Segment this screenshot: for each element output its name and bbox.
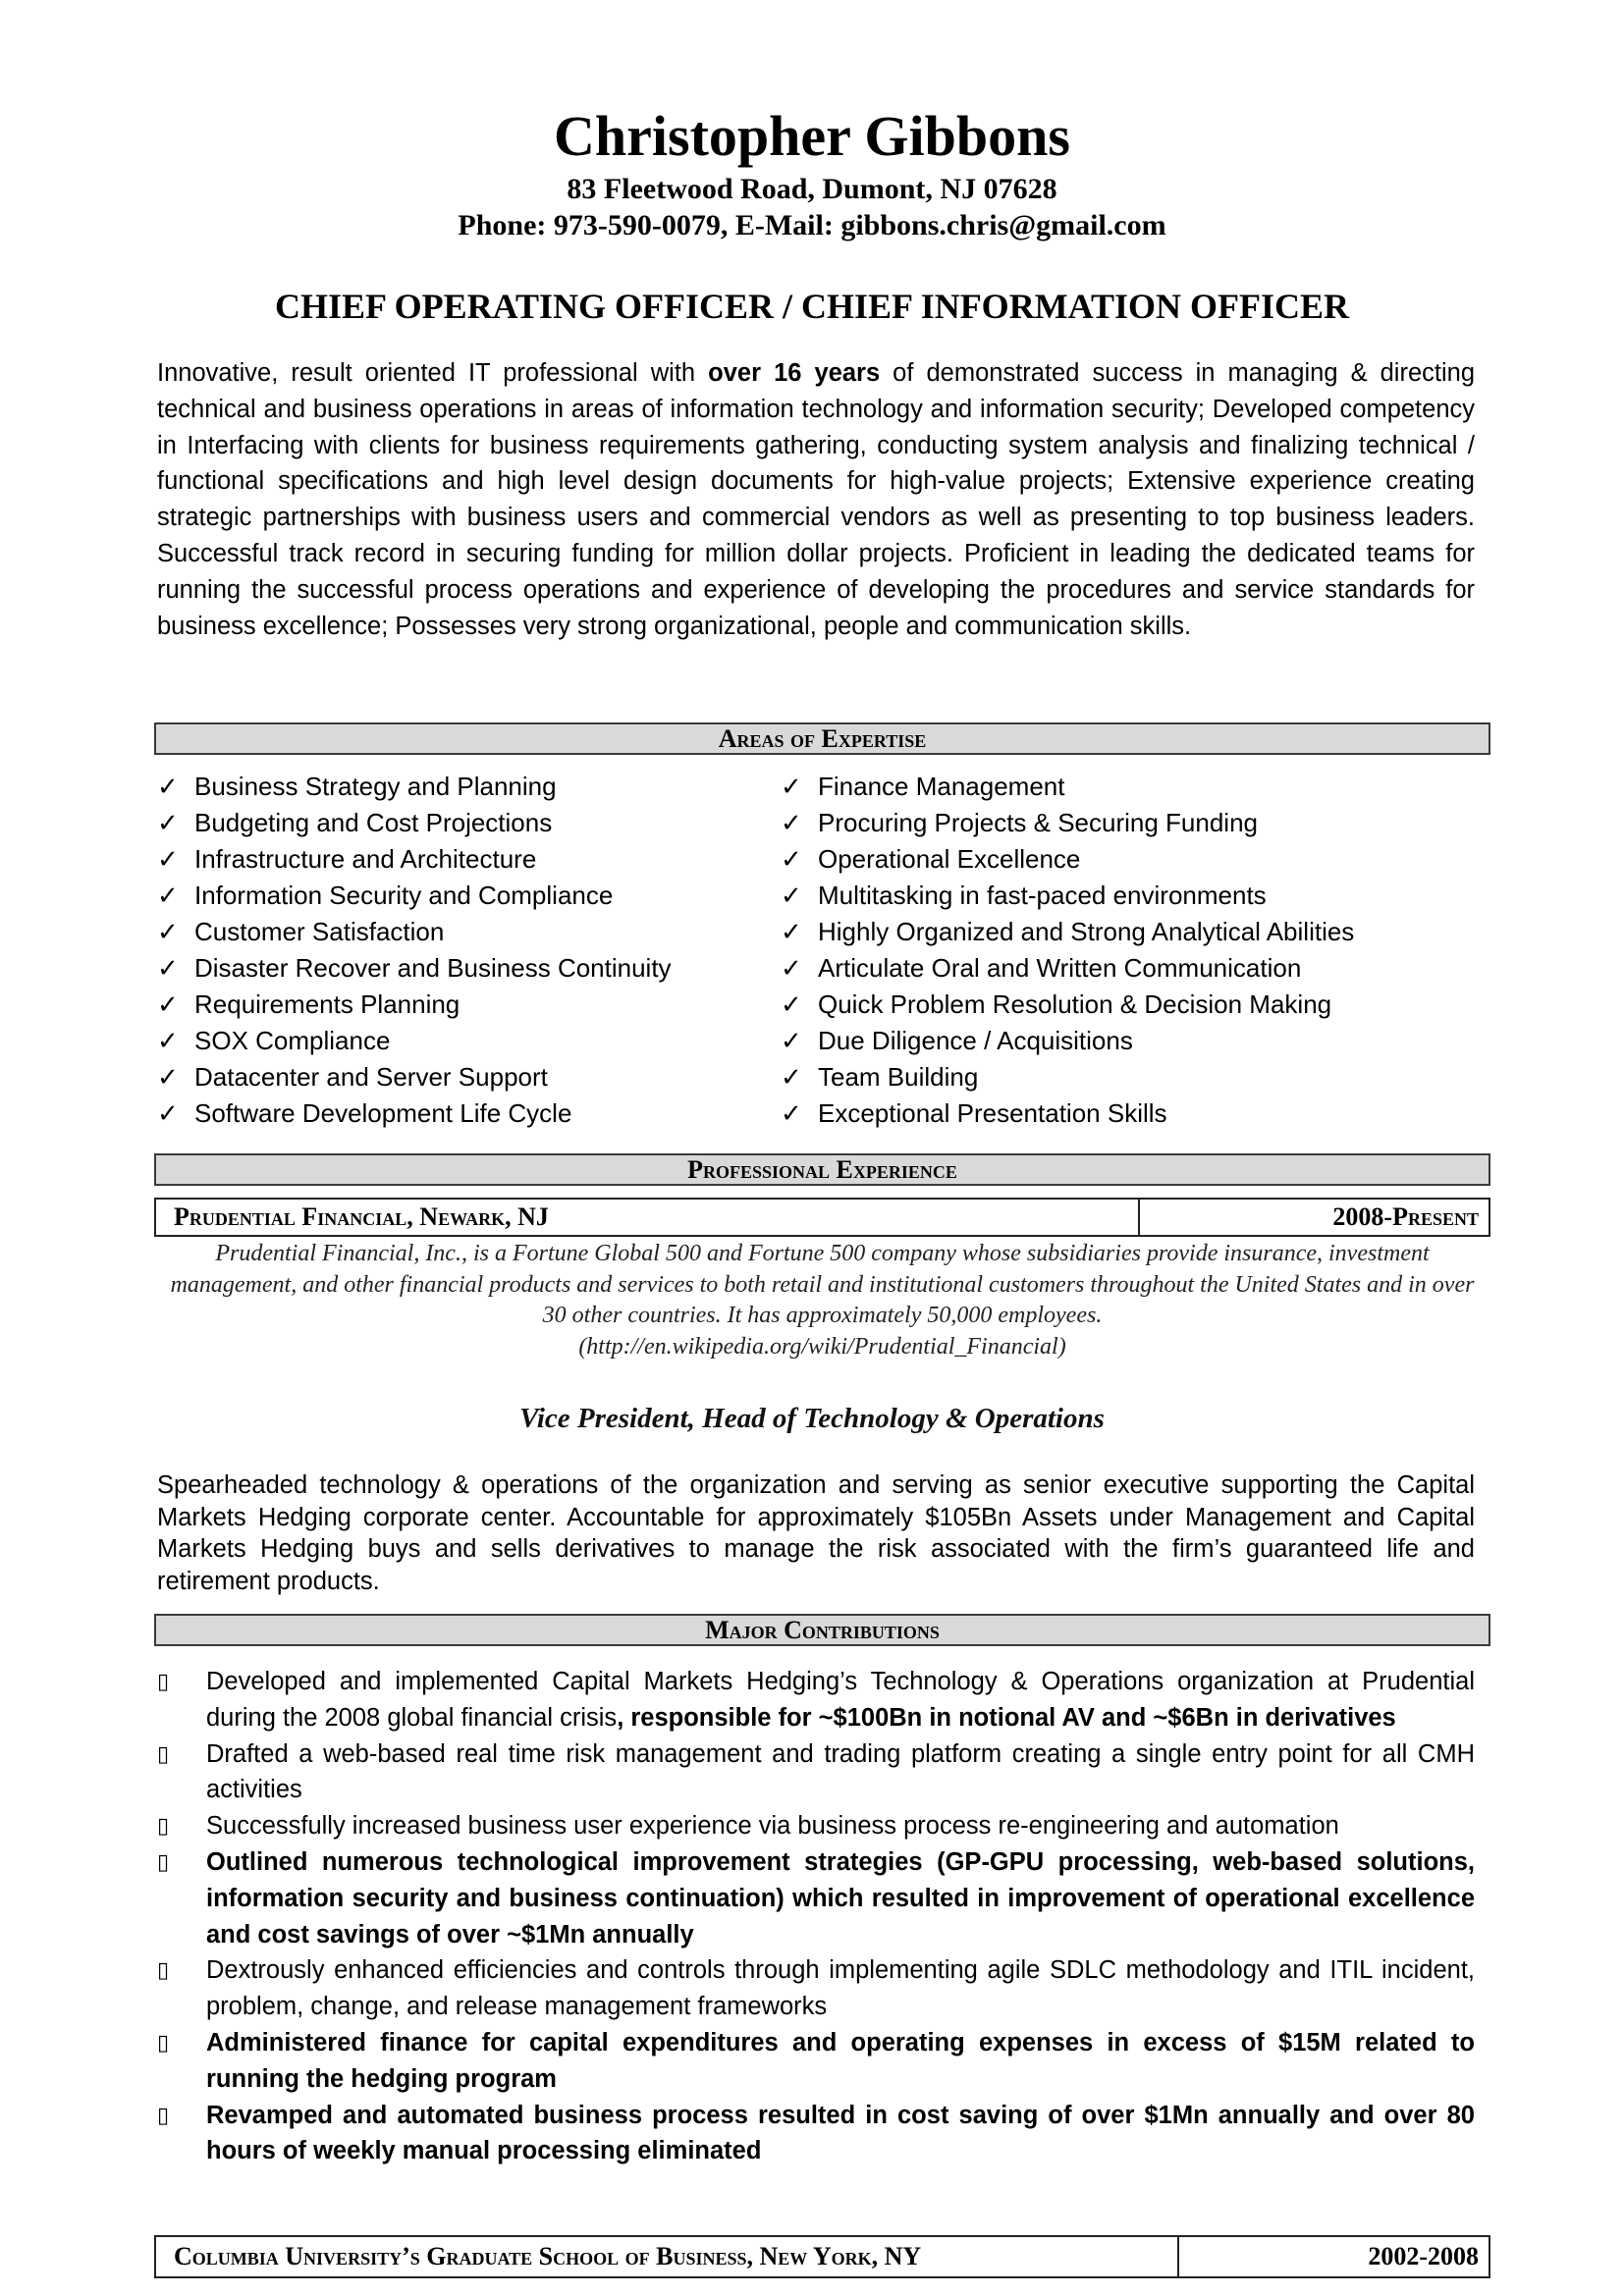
expertise-item — [781, 1023, 1488, 1059]
expertise-label: Team Building — [818, 1062, 979, 1092]
checkmark-icon: ✓ — [157, 808, 179, 837]
checkmark-icon: ✓ — [157, 953, 179, 983]
expertise-label: Information Security and Compliance — [194, 881, 614, 910]
expertise-label: Exceptional Presentation Skills — [818, 1098, 1167, 1128]
expertise-item — [157, 1023, 766, 1059]
checkmark-icon: ✓ — [781, 917, 802, 946]
checkmark-icon: ✓ — [157, 1098, 179, 1128]
checkmark-icon: ✓ — [781, 1026, 802, 1055]
bullet-icon: ▯ — [157, 1669, 170, 1693]
contact-info: Phone: 973-590-0079, E-Mail: gibbons.chris@gmail.com — [458, 209, 1166, 241]
contribution-text — [206, 2098, 1475, 2170]
checkmark-icon: ✓ — [781, 989, 802, 1019]
employer-name: Columbia University’s Graduate School of Business, New York, NY — [156, 2237, 1179, 2276]
bullet-icon: ▯ — [157, 1740, 170, 1766]
expertise-label: Procuring Projects & Securing Funding — [818, 808, 1259, 837]
expertise-label: Customer Satisfaction — [194, 917, 445, 946]
expertise-label: Disaster Recover and Business Continuity — [194, 953, 672, 983]
expertise-label: Software Development Life Cycle — [194, 1098, 572, 1128]
checkmark-icon: ✓ — [781, 808, 802, 837]
expertise-item — [157, 805, 766, 841]
checkmark-icon: ✓ — [781, 1098, 802, 1128]
bullet-icon: ▯ — [157, 2102, 170, 2127]
contribution-text — [206, 1952, 1475, 2025]
contribution-item — [157, 1952, 1475, 2025]
expertise-label: Budgeting and Cost Projections — [194, 808, 553, 837]
expertise-item — [157, 1059, 766, 1095]
expertise-label: Highly Organized and Strong Analytical Abilities — [818, 917, 1355, 946]
contribution-item — [157, 1844, 1475, 1952]
employer-row — [154, 1198, 1490, 1237]
checkmark-icon: ✓ — [157, 772, 179, 801]
checkmark-icon: ✓ — [781, 953, 802, 983]
expertise-item — [781, 1095, 1488, 1132]
contribution-item — [157, 2025, 1475, 2098]
employer-name: Prudential Financial, Newark, NJ — [156, 1200, 1140, 1235]
professional-summary — [157, 355, 1475, 644]
expertise-label: SOX Compliance — [194, 1026, 391, 1055]
expertise-item — [157, 878, 766, 914]
bullet-icon: ▯ — [157, 1848, 170, 1874]
expertise-label: Articulate Oral and Written Communication — [818, 953, 1302, 983]
expertise-label: Operational Excellence — [818, 844, 1081, 874]
expertise-item — [781, 914, 1488, 950]
checkmark-icon: ✓ — [157, 1026, 179, 1055]
contribution-item — [157, 2098, 1475, 2170]
expertise-item — [157, 841, 766, 878]
expertise-label: Finance Management — [818, 772, 1065, 801]
bullet-icon: ▯ — [157, 1813, 170, 1839]
contribution-bold-text: Outlined numerous technological improvement strategies (GP-GPU processing, web-based solutions, information security and business continuation) which resulted in improvement of operational excellence and cost savings of over ~$1Mn annually — [206, 1847, 1475, 1949]
contribution-text — [206, 1808, 1475, 1844]
contribution-bold-text: , responsible for ~$100Bn in notional AV and ~$6Bn in derivatives — [617, 1703, 1396, 1732]
expertise-list-right — [781, 769, 1488, 1132]
expertise-item — [157, 769, 766, 805]
summary-text: Innovative, result oriented IT professional with — [157, 359, 709, 387]
expertise-list-left — [157, 769, 766, 1132]
expertise-item — [157, 950, 766, 987]
checkmark-icon: ✓ — [781, 1062, 802, 1092]
expertise-label: Infrastructure and Architecture — [194, 844, 537, 874]
contribution-item — [157, 1808, 1475, 1844]
expertise-label: Requirements Planning — [194, 989, 460, 1019]
employer-row — [154, 2235, 1490, 2278]
contribution-bold-text: Administered finance for capital expenditures and operating expenses in excess of $15M related to running the hedging program — [206, 2028, 1475, 2093]
expertise-item — [781, 805, 1488, 841]
expertise-item — [781, 987, 1488, 1023]
checkmark-icon: ✓ — [781, 881, 802, 910]
checkmark-icon: ✓ — [157, 881, 179, 910]
checkmark-icon: ✓ — [781, 772, 802, 801]
contribution-text — [206, 1844, 1475, 1952]
contribution-normal-text: Dextrously enhanced efficiencies and controls through implementing agile SDLC methodology and ITIL incident, problem, change, and release management frameworks — [206, 1956, 1475, 2021]
role-summary: Spearheaded technology & operations of the organization and serving as senior executive supporting the Capital Markets Hedging corporate center. Accountable for approximately $105Bn Assets under Management and Capital Markets Hedging buys and sells derivatives to manage the risk associated with the firm’s guaranteed life and retirement products. — [157, 1471, 1475, 1595]
contribution-item — [157, 1736, 1475, 1809]
contribution-normal-text: Drafted a web-based real time risk management and trading platform creating a single entry point for all CMH activities — [206, 1739, 1475, 1804]
address: 83 Fleetwood Road, Dumont, NJ 07628 — [567, 173, 1057, 205]
section-header-contributions: Major Contributions — [154, 1614, 1490, 1646]
checkmark-icon: ✓ — [157, 917, 179, 946]
checkmark-icon: ✓ — [157, 989, 179, 1019]
company-description-source: (http://en.wikipedia.org/wiki/Prudential_Financial) — [578, 1333, 1066, 1360]
company-description-text: Prudential Financial, Inc., is a Fortune Global 500 and Fortune 500 company whose subsidiaries provide insurance, investment management, and other financial products and services to both retail and institutional customers throughout the United States and in over 30 other countries. It has approximately 50,000 employees. — [170, 1241, 1475, 1328]
expertise-label: Due Diligence / Acquisitions — [818, 1026, 1133, 1055]
summary-highlight: over 16 years — [708, 359, 881, 387]
checkmark-icon: ✓ — [157, 844, 179, 874]
job-title: Vice President, Head of Technology & Operations — [519, 1403, 1105, 1434]
employment-dates: 2008-Present — [1332, 1202, 1479, 1231]
checkmark-icon: ✓ — [157, 1062, 179, 1092]
expertise-label: Datacenter and Server Support — [194, 1062, 548, 1092]
contribution-normal-text: Developed and implemented Capital Markets Hedging’s Technology & Operations organization at Prudential during the 2008 global financial crisis — [206, 1668, 1475, 1732]
section-header-experience: Professional Experience — [154, 1153, 1490, 1186]
headline: CHIEF OPERATING OFFICER / CHIEF INFORMATION OFFICER — [274, 287, 1350, 326]
expertise-label: Business Strategy and Planning — [194, 772, 557, 801]
contribution-bold-text: Revamped and automated business process resulted in cost saving of over $1Mn annually and over 80 hours of weekly manual processing eliminated — [206, 2101, 1475, 2165]
company-description — [154, 1239, 1490, 1362]
candidate-name: Christopher Gibbons — [554, 104, 1070, 168]
contribution-text — [206, 1664, 1475, 1736]
expertise-item — [781, 950, 1488, 987]
contribution-item — [157, 1664, 1475, 1736]
contribution-normal-text: Successfully increased business user experience via business process re-engineering and automation — [206, 1812, 1339, 1841]
expertise-item — [781, 1059, 1488, 1095]
checkmark-icon: ✓ — [781, 844, 802, 874]
expertise-item — [157, 914, 766, 950]
expertise-item — [157, 987, 766, 1023]
employment-dates: 2002-2008 — [1368, 2242, 1479, 2270]
expertise-label: Multitasking in fast-paced environments — [818, 881, 1267, 910]
expertise-item — [157, 1095, 766, 1132]
contribution-text — [206, 2025, 1475, 2098]
expertise-item — [781, 841, 1488, 878]
bullet-icon: ▯ — [157, 1957, 170, 1983]
expertise-label: Quick Problem Resolution & Decision Making — [818, 989, 1332, 1019]
contribution-text — [206, 1736, 1475, 1809]
expertise-item — [781, 769, 1488, 805]
section-header-expertise: Areas of Expertise — [154, 722, 1490, 755]
contributions-list — [157, 1664, 1475, 2169]
expertise-item — [781, 878, 1488, 914]
bullet-icon: ▯ — [157, 2029, 170, 2055]
summary-text: of demonstrated success in managing & directing technical and business operations in areas of information technology and information security; Developed competency in Interfacing with clients for business requirements gathering, conducting system analysis and finalizing technical / functional specifications and high level design documents for high-value projects; Extensive experience creating strategic partnerships with business users and commercial vendors as well as presenting to top business leaders. Successful track record in securing funding for million dollar projects. Proficient in leading the dedicated teams for running the successful process operations and experience of developing the procedures and service standards for business excellence; Possesses very strong organizational, people and communication skills. — [157, 359, 1476, 640]
